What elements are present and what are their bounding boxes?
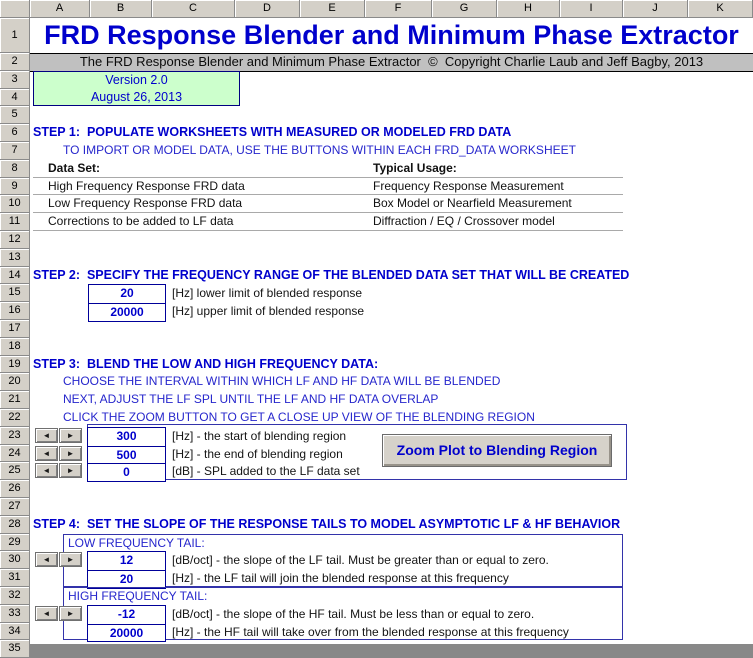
step2-inputs (88, 284, 166, 322)
row-header-15[interactable]: 15 (0, 284, 30, 302)
column-header-f[interactable]: F (365, 0, 432, 18)
row-header-18[interactable]: 18 (0, 338, 30, 356)
column-headers (0, 0, 753, 18)
usage-cell: Box Model or Nearfield Measurement (373, 196, 572, 211)
table-header-row (33, 160, 623, 178)
select-all-corner[interactable] (0, 0, 30, 18)
row-header-5[interactable]: 5 (0, 106, 30, 124)
row-header-17[interactable]: 17 (0, 320, 30, 338)
row-header-21[interactable]: 21 (0, 391, 30, 409)
row-header-33[interactable]: 33 (0, 605, 30, 623)
row-header-23[interactable]: 23 (0, 427, 30, 445)
right-arrow-icon: ► (66, 448, 75, 458)
dataset-cell: Corrections to be added to LF data (48, 214, 234, 229)
table-header-dataset: Data Set: (48, 160, 101, 175)
step4-heading: STEP 4: SET THE SLOPE OF THE RESPONSE TAILS TO MODEL ASYMPTOTIC LF & HF BEHAVIOR (33, 516, 621, 531)
lf-join-label: [Hz] - the LF tail will join the blended response at this frequency (172, 571, 509, 586)
usage-cell: Frequency Response Measurement (373, 178, 564, 193)
right-arrow-icon: ► (66, 555, 75, 565)
lf-tail-inputs (87, 551, 166, 589)
lf-slope-label: [dB/oct] - the slope of the LF tail. Must be greater than or equal to zero. (172, 553, 549, 568)
hf-tail-inputs (87, 605, 166, 643)
spinner-right-button[interactable] (59, 463, 82, 478)
column-header-j[interactable]: J (623, 0, 688, 18)
left-arrow-icon: ◄ (42, 608, 51, 618)
row-header-16[interactable]: 16 (0, 302, 30, 320)
row-header-8[interactable]: 8 (0, 160, 30, 178)
lf-join-input[interactable]: 20 (88, 570, 165, 588)
step1-heading: STEP 1: POPULATE WORKSHEETS WITH MEASURED OR MODELED FRD DATA (33, 125, 512, 140)
row-header-1[interactable]: 1 (0, 18, 30, 53)
table-row[interactable] (33, 213, 623, 231)
row-header-27[interactable]: 27 (0, 498, 30, 516)
lf-spl-input[interactable]: 0 (88, 463, 165, 481)
row-header-28[interactable]: 28 (0, 516, 30, 534)
row-header-32[interactable]: 32 (0, 587, 30, 605)
row-header-13[interactable]: 13 (0, 249, 30, 267)
dataset-cell: Low Frequency Response FRD data (48, 196, 243, 211)
step2-heading: STEP 2: SPECIFY THE FREQUENCY RANGE OF THE BLENDED DATA SET THAT WILL BE CREATED (33, 267, 630, 282)
lf-spl-label: [dB] - SPL added to the LF data set (172, 464, 360, 479)
frd-data-table (33, 160, 623, 231)
row-header-31[interactable]: 31 (0, 569, 30, 587)
spinner-left-button[interactable] (35, 463, 58, 478)
page-title: FRD Response Blender and Minimum Phase Extractor (44, 20, 739, 50)
hf-slope-label: [dB/oct] - the slope of the HF tail. Must be less than or equal to zero. (172, 606, 535, 621)
version-box (33, 71, 240, 107)
spinner-right-button[interactable] (59, 446, 82, 461)
row-header-6[interactable]: 6 (0, 124, 30, 142)
step3-heading: STEP 3: BLEND THE LOW AND HIGH FREQUENCY DATA: (33, 356, 379, 371)
spinner-left-button[interactable] (35, 446, 58, 461)
column-header-e[interactable]: E (300, 0, 365, 18)
blend-start-input[interactable]: 300 (116, 428, 137, 443)
right-arrow-icon: ► (66, 466, 75, 476)
row-header-34[interactable]: 34 (0, 623, 30, 641)
column-header-b[interactable]: B (90, 0, 152, 18)
right-arrow-icon: ► (66, 430, 75, 440)
lf-slope-input[interactable]: 12 (119, 553, 134, 568)
left-arrow-icon: ◄ (42, 466, 51, 476)
row-header-11[interactable]: 11 (0, 213, 30, 231)
blend-start-label: [Hz] - the start of blending region (172, 428, 347, 443)
row-header-35[interactable]: 35 (0, 640, 30, 658)
row-header-3[interactable]: 3 (0, 71, 30, 89)
version-date: August 26, 2013 (90, 89, 183, 104)
lf-tail-title: LOW FREQUENCY TAIL: (68, 535, 205, 550)
row-header-20[interactable]: 20 (0, 373, 30, 391)
blend-end-spinner (35, 446, 82, 461)
row-header-2[interactable]: 2 (0, 53, 30, 71)
spinner-left-button[interactable] (35, 552, 58, 567)
spinner-right-button[interactable] (59, 552, 82, 567)
hf-takeover-input[interactable]: 20000 (88, 624, 165, 642)
row-header-14[interactable]: 14 (0, 267, 30, 285)
row-header-25[interactable]: 25 (0, 462, 30, 480)
upper-limit-input[interactable]: 20000 (89, 303, 165, 321)
hf-slope-spinner (35, 606, 82, 621)
upper-limit-label: [Hz] upper limit of blended response (172, 304, 365, 319)
spinner-left-button[interactable] (35, 606, 58, 621)
left-arrow-icon: ◄ (42, 448, 51, 458)
step1-instruction: TO IMPORT OR MODEL DATA, USE THE BUTTONS WITHIN EACH FRD_DATA WORKSHEET (63, 143, 576, 157)
version-text: Version 2.0 (105, 72, 168, 87)
table-header-usage: Typical Usage: (373, 160, 457, 175)
spinner-right-button[interactable] (59, 606, 82, 621)
step3-instruction-3: CLICK THE ZOOM BUTTON TO GET A CLOSE UP VIEW OF THE BLENDING REGION (63, 410, 535, 424)
blend-end-label: [Hz] - the end of blending region (172, 446, 343, 461)
hf-takeover-label: [Hz] - the HF tail will take over from the blended response at this frequency (172, 624, 569, 639)
table-row[interactable] (33, 178, 623, 196)
row-header-19[interactable]: 19 (0, 356, 30, 374)
step3-instruction-1: CHOOSE THE INTERVAL WITHIN WHICH LF AND HF DATA WILL BE BLENDED (63, 374, 501, 389)
hf-slope-input[interactable]: -12 (117, 606, 136, 621)
row-header-30[interactable]: 30 (0, 551, 30, 569)
spinner-right-button[interactable] (59, 428, 82, 443)
left-arrow-icon: ◄ (42, 555, 51, 565)
column-header-g[interactable]: G (432, 0, 497, 18)
right-arrow-icon: ► (66, 608, 75, 618)
column-header-a[interactable]: A (30, 0, 90, 18)
column-header-i[interactable]: I (560, 0, 623, 18)
row-header-4[interactable]: 4 (0, 89, 30, 107)
copyright-bar: The FRD Response Blender and Minimum Phase Extractor © Copyright Charlie Laub and Jeff Bagby, 2013 (30, 53, 753, 72)
lf-slope-spinner (35, 552, 82, 567)
table-row[interactable] (33, 195, 623, 213)
lf-spl-spinner (35, 463, 82, 478)
row-header-7[interactable]: 7 (0, 142, 30, 160)
row-header-29[interactable]: 29 (0, 534, 30, 552)
step3-inputs (87, 427, 166, 482)
hf-tail-title: HIGH FREQUENCY TAIL: (68, 589, 208, 603)
row-header-24[interactable]: 24 (0, 445, 30, 463)
column-header-k[interactable]: K (688, 0, 753, 18)
row-header-22[interactable]: 22 (0, 409, 30, 427)
usage-cell: Diffraction / EQ / Crossover model (373, 214, 555, 229)
blend-start-spinner (35, 428, 82, 443)
zoom-plot-button[interactable]: Zoom Plot to Blending Region (382, 434, 612, 467)
left-arrow-icon: ◄ (42, 430, 51, 440)
row-header-9[interactable]: 9 (0, 178, 30, 196)
row-headers (0, 18, 30, 655)
dataset-cell: High Frequency Response FRD data (48, 178, 245, 193)
row-header-12[interactable]: 12 (0, 231, 30, 249)
row-header-10[interactable]: 10 (0, 195, 30, 213)
row-header-26[interactable]: 26 (0, 480, 30, 498)
step3-instruction-2: NEXT, ADJUST THE LF SPL UNTIL THE LF AND HF DATA OVERLAP (63, 392, 439, 407)
blend-end-input[interactable]: 500 (88, 446, 165, 464)
column-header-d[interactable]: D (235, 0, 300, 18)
spinner-left-button[interactable] (35, 428, 58, 443)
lower-limit-input[interactable]: 20 (120, 286, 134, 301)
column-header-c[interactable]: C (152, 0, 235, 18)
lower-limit-label: [Hz] lower limit of blended response (172, 286, 363, 301)
column-header-h[interactable]: H (497, 0, 560, 18)
